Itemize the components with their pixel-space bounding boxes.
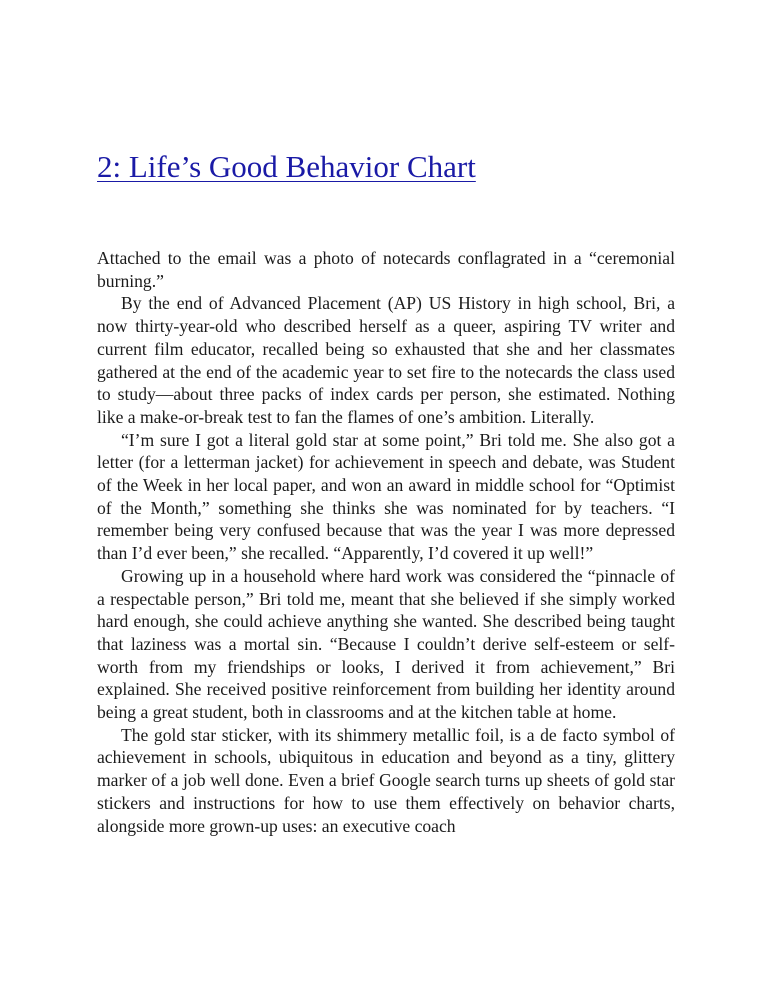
- chapter-body: [97, 247, 675, 837]
- paragraph-3: “I’m sure I got a literal gold star at some point,” Bri told me. She also got a letter (for a letterman jacket) for achievement in speech and debate, was Student of the Week in her local paper, and won an award in middle school for “Optimist of the Month,” something she thinks she was nominated for by teachers. “I remember being very confused because that was the year I was more depressed than I’d ever been,” she recalled. “Apparently, I’d covered it up well!”: [97, 429, 675, 564]
- paragraph-1: Attached to the email was a photo of notecards conflagrated in a “ceremonial burning.”: [97, 248, 675, 291]
- paragraph-5: The gold star sticker, with its shimmery metallic foil, is a de facto symbol of achievement in schools, ubiquitous in education and beyond as a tiny, glittery marker of a job well done. Even a brief Google search turns up sheets of gold star stickers and instructions for how to use them effectively on behavior charts, alongside more grown-up uses: an executive coach: [97, 724, 675, 836]
- paragraph-4: Growing up in a household where hard work was considered the “pinnacle of a respectable person,” Bri told me, meant that she believed if she simply worked hard enough, she could achieve anything she wanted. She described being taught that laziness was a mortal sin. “Because I couldn’t derive self-esteem or self-worth from my friendships or looks, I derived it from achievement,” Bri explained. She received positive reinforcement from building her identity around being a great student, both in classrooms and at the kitchen table at home.: [97, 565, 675, 723]
- paragraph-2: By the end of Advanced Placement (AP) US History in high school, Bri, a now thirty-year-old who described herself as a queer, aspiring TV writer and current film educator, recalled being so exhausted that she and her classmates gathered at the end of the academic year to set fire to the notecards the class used to study—about three packs of index cards per person, she estimated. Nothing like a make-or-break test to fan the flames of one’s ambition. Literally.: [97, 293, 675, 427]
- chapter-title-link[interactable]: 2: Life’s Good Behavior Chart: [97, 149, 476, 184]
